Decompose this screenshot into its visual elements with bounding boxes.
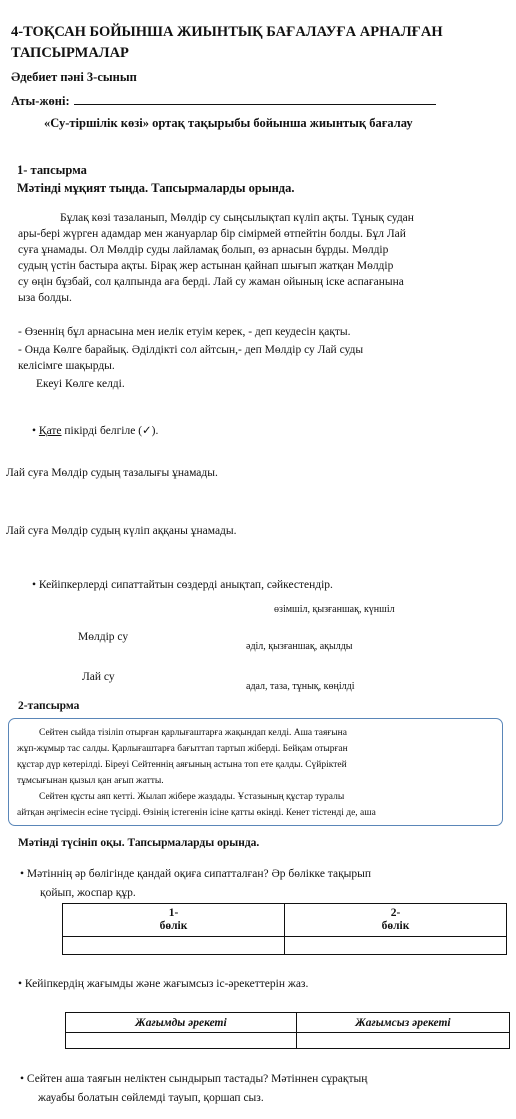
task2-instruction: Мәтінді түсініп оқы. Тапсырмаларды орында.: [18, 837, 260, 849]
box-line: құстар дүр көтерілді. Біреуі Сейтеннің аяғының астына топ ете қалды. Сүйріктей: [17, 760, 347, 770]
bullet-icon: [32, 579, 39, 591]
character-moldir-su[interactable]: Мөлдір су: [78, 631, 129, 643]
character-lai-su[interactable]: Лай су: [82, 671, 115, 683]
match-words-2[interactable]: әділ, қызғаншақ, ақылды: [246, 641, 353, 652]
task1-instruction: Мәтінді мұқият тыңда. Тапсырмаларды орында.: [17, 181, 295, 195]
q2-text: Кейіпкердің жағымды және жағымсыз іс-әрекеттерін жаз.: [24, 978, 309, 990]
q1-text: пікірді белгіле (✓).: [61, 425, 159, 437]
topic: «Су-тіршілік көзі» ортақ тақырыбы бойынша жиынтық бағалау: [44, 116, 413, 130]
para-line: судың үстін бастыра ақты. Бірақ жер астынан қайнап шығып жатқан Мөлдір: [18, 260, 394, 272]
plan-table-header-1: 1- бөлік: [63, 904, 285, 937]
box-line: жұп-жұмыр тас салды. Қарлығаштарға бағыттап тартып жіберді. Бейқам отырған: [17, 744, 348, 754]
bullet-icon: [32, 425, 39, 437]
question-mark-false: [32, 423, 158, 439]
name-label: Аты-жөні:: [11, 94, 70, 108]
question-matching: [32, 577, 333, 593]
bullet-icon: [20, 868, 27, 880]
bullet-icon: [20, 1073, 27, 1085]
statement-1[interactable]: Лай суға Мөлдір судың тазалығы ұнамады.: [6, 467, 218, 479]
dialog-2-line-1: - Онда Көлге барайық. Әділдікті сол айтсын,- деп Мөлдір су Лай суды: [18, 344, 364, 356]
box-line: Сейтен құсты аяп кетті. Жылап жібере жаздады. Ұстазының құстар туралы: [39, 792, 345, 802]
statement-2[interactable]: Лай суға Мөлдір судың күліп аққаны ұнамады.: [6, 525, 237, 537]
para-line: ыза болды.: [18, 292, 72, 304]
box-line: айтқан әңгімесін есіне түсірді. Өзінің істегенін ісіне қатты өкінді. Кенет тістенді де, аша: [17, 808, 376, 818]
task1-title: 1- тапсырма: [17, 163, 87, 177]
actions-table-header-negative: Жағымсыз әрекеті: [296, 1013, 509, 1033]
task1-paragraph: [18, 210, 492, 306]
plan-table: [62, 903, 507, 955]
task2-q3-line-1: [20, 1071, 367, 1087]
para-line: Бұлақ көзі тазаланып, Мөлдір су сыңсылықтап күліп ақты. Тұнық судан: [60, 212, 414, 224]
q1-text: Мәтіннің әр бөлігінде қандай оқиға сипатталған? Әр бөлікке тақырып: [26, 868, 372, 880]
match-words-3[interactable]: адал, таза, тұнық, көңілді: [246, 681, 355, 692]
para-line: су өңін бұзбай, сол қалпында аға берді. Лай су жаман ойының іске аспағанына: [18, 276, 404, 288]
actions-table-cell-positive[interactable]: [66, 1033, 297, 1049]
task2-q1-line-2: қойып, жоспар құр.: [40, 887, 136, 899]
actions-table-header-positive: Жағымды әрекеті: [66, 1013, 297, 1033]
bullet-icon: [18, 978, 25, 990]
q2-text: Кейіпкерлерді сипаттайтын сөздерді анықтап, сәйкестендір.: [38, 579, 333, 591]
task2-q1-line-1: [20, 866, 371, 882]
name-row: [11, 93, 436, 110]
q1-underlined-word: Қате: [38, 425, 62, 437]
dialog-2-line-2: келісімге шақырды.: [18, 360, 115, 372]
match-words-1[interactable]: өзімшіл, қызғаншақ, күншіл: [274, 604, 395, 615]
plan-table-header-2: 2- бөлік: [285, 904, 507, 937]
box-line: тұмсығынан қызыл қан ағып жатты.: [17, 776, 164, 786]
box-line: Сейтен сыйда тізіліп отырған қарлығаштарға жақындап келді. Аша таяғына: [39, 728, 347, 738]
dialog-1: - Өзеннің бұл арнасына мен иелік етуім керек, - деп кеудесін қақты.: [18, 326, 351, 338]
title-line-1: 4-ТОҚСАН БОЙЫНША ЖИЫНТЫҚ БАҒАЛАУҒА АРНАЛҒАН: [11, 24, 443, 40]
task2-q3-line-2: жауабы болатын сөйлемді тауып, қоршап сыз.: [38, 1092, 264, 1104]
actions-table: [65, 1012, 510, 1049]
subject: Әдебиет пәні 3-сынып: [11, 70, 137, 84]
task2-q2: [18, 976, 308, 992]
title-line-2: ТАПСЫРМАЛАР: [11, 45, 129, 61]
plan-table-cell-1[interactable]: [63, 937, 285, 955]
plan-table-cell-2[interactable]: [285, 937, 507, 955]
task2-title: 2-тапсырма: [18, 700, 80, 712]
name-field-line[interactable]: [74, 94, 436, 105]
actions-table-cell-negative[interactable]: [296, 1033, 509, 1049]
closing-line: Екеуі Көлге келді.: [36, 378, 125, 390]
para-line: суға ұнамады. Ол Мөлдір суды лайламақ болып, өз арнасын бұрды. Мөлдір: [18, 244, 389, 256]
q3-text: Сейтен аша таяғын неліктен сындырып тастады? Мәтіннен сұрақтың: [26, 1073, 368, 1085]
task2-text-box: [8, 718, 503, 826]
para-line: ары-бері жүрген адамдар мен жануарлар бір сімірмей өтпейтін болды. Бұл Лай: [18, 228, 406, 240]
